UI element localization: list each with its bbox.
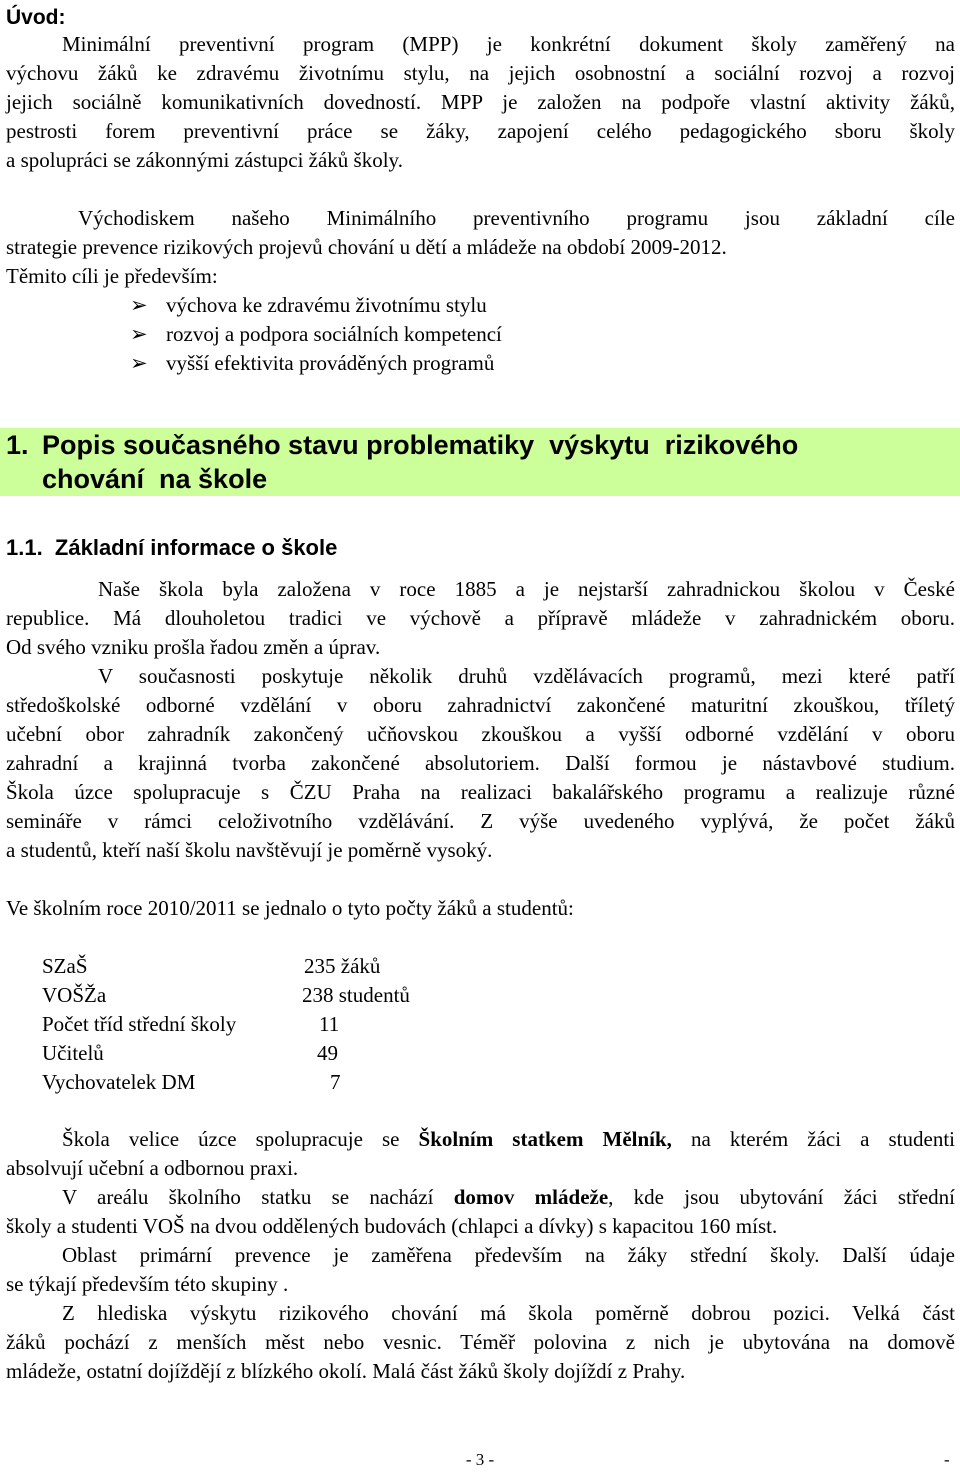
intro-p1-line-3: jejich sociálně komunikativních dovedností. MPP je založen na podpoře vlastní aktivity žáků,: [6, 90, 955, 114]
counts-value: 235 žáků: [304, 954, 381, 978]
goal-text: rozvoj a podpora sociálních kompetencí: [166, 322, 502, 346]
text-span: Škola velice úzce spolupracuje se: [62, 1127, 419, 1151]
risk-p-line-1: Z hlediska výskytu rizikového chování má škola poměrně dobrou pozici. Velká část: [62, 1301, 955, 1325]
intro-heading: Úvod:: [6, 6, 66, 29]
subsection-heading: 1.1. Základní informace o škole: [6, 535, 338, 560]
counts-value: 238 studentů: [302, 983, 410, 1007]
intro-p1-line-2: výchovu žáků ke zdravému životnímu stylu, na jejich osobnostní a sociální rozvoj a rozvoj: [6, 61, 955, 85]
dorm-p-line-2: školy a studenti VOŠ na dvou oddělených budovách (chlapci a dívky) s kapacitou 160 míst.: [6, 1214, 778, 1238]
school-p2-line-3: učební obor zahradník zakončený učňovskou zkouškou a vyšší odborné vzdělání v oboru: [6, 722, 955, 746]
dorm-p-line-1: [62, 1183, 955, 1212]
school-p1-line-3: Od svého vzniku prošla řadou změn a úprav.: [6, 635, 381, 659]
farm-p-line-2: absolvují učební a odbornou praxi.: [6, 1156, 299, 1180]
counts-label: Vychovatelek DM: [42, 1070, 196, 1094]
counts-label: Učitelů: [42, 1041, 104, 1065]
arrow-bullet-icon: ➢: [130, 351, 148, 375]
intro-p1-line-5: a spolupráci se zákonnými zástupci žáků školy.: [6, 148, 403, 172]
goal-text: výchova ke zdravému životnímu stylu: [166, 293, 487, 317]
school-p2-line-1: V současnosti poskytuje několik druhů vzdělávacích programů, mezi které patří: [98, 664, 955, 688]
text-span: na kterém žáci a studenti: [671, 1127, 955, 1151]
counts-value: 7: [330, 1070, 341, 1094]
school-p2-line-6: semináře v rámci celoživotního vzdělávání. Z výše uvedeného vyplývá, že počet žáků: [6, 809, 955, 833]
counts-value: 11: [319, 1012, 340, 1036]
text-span: V areálu školního statku se nachází: [62, 1185, 454, 1209]
arrow-bullet-icon: ➢: [130, 322, 148, 346]
intro-p2-line-1: Východiskem našeho Minimálního preventivního programu jsou základní cíle: [78, 206, 955, 230]
intro-p2-line-3: Těmito cíli je především:: [6, 264, 218, 288]
dorm-name: domov mládeže: [453, 1185, 609, 1209]
school-p2-line-5: Škola úzce spolupracuje s ČZU Praha na realizaci bakalářského programu a realizuje různé: [6, 780, 955, 804]
goal-list-item: [130, 291, 487, 320]
farm-p-line-1: [62, 1125, 955, 1154]
counts-label: VOŠŽa: [42, 983, 107, 1007]
section-title: Popis současného stavu problematiky výskytu rizikového chování na škole: [42, 430, 799, 494]
intro-p1-line-4: pestrosti forem preventivní práce se žáky, zapojení celého pedagogického sboru školy: [6, 119, 955, 143]
school-p2-line-7: a studentů, kteří naší školu navštěvují je poměrně vysoký.: [6, 838, 493, 862]
intro-p1-line-1: Minimální preventivní program (MPP) je konkrétní dokument školy zaměřený na: [62, 32, 955, 56]
page-corner-mark: -: [944, 1450, 950, 1469]
goal-list-item: [130, 349, 494, 378]
school-p2-line-2: středoškolské odborné vzdělání v oboru zahradnictví zakončené maturitní zkouškou, tříletý: [6, 693, 955, 717]
risk-p-line-2: žáků pochází z menších měst nebo vesnic. Téměř polovina z nich je ubytována na domově: [6, 1330, 955, 1354]
farm-name: Školním statkem Mělník,: [418, 1127, 672, 1151]
counts-intro: Ve školním roce 2010/2011 se jednalo o tyto počty žáků a studentů:: [6, 896, 574, 920]
counts-label: SZaŠ: [42, 954, 88, 978]
page-number: - 3 -: [465, 1450, 495, 1469]
school-p2-line-4: zahradní a krajinná tvorba zakončené absolutoriem. Další formou je nástavbové studium.: [6, 751, 955, 775]
arrow-bullet-icon: ➢: [130, 293, 148, 317]
school-p1-line-2: republice. Má dlouholetou tradici ve výchově a přípravě mládeže v zahradnickém oboru.: [6, 606, 955, 630]
intro-p2-line-2: strategie prevence rizikových projevů chování u dětí a mládeže na období 2009-2012.: [6, 235, 727, 259]
section-number: 1.: [6, 430, 29, 460]
prevention-p-line-2: se týkají především této skupiny .: [6, 1272, 289, 1296]
school-p1-line-1: Naše škola byla založena v roce 1885 a je nejstarší zahradnickou školou v České: [98, 577, 955, 601]
risk-p-line-3: mládeže, ostatní dojíždějí z blízkého okolí. Malá část žáků školy dojíždí z Prahy.: [6, 1359, 686, 1383]
section-1-heading: [6, 428, 956, 496]
prevention-p-line-1: Oblast primární prevence je zaměřena především na žáky střední školy. Další údaje: [62, 1243, 955, 1267]
counts-label: Počet tříd střední školy: [42, 1012, 237, 1036]
goal-list-item: [130, 320, 502, 349]
text-span: , kde jsou ubytování žáci střední: [608, 1185, 955, 1209]
counts-value: 49: [317, 1041, 338, 1065]
goal-text: vyšší efektivita prováděných programů: [166, 351, 495, 375]
